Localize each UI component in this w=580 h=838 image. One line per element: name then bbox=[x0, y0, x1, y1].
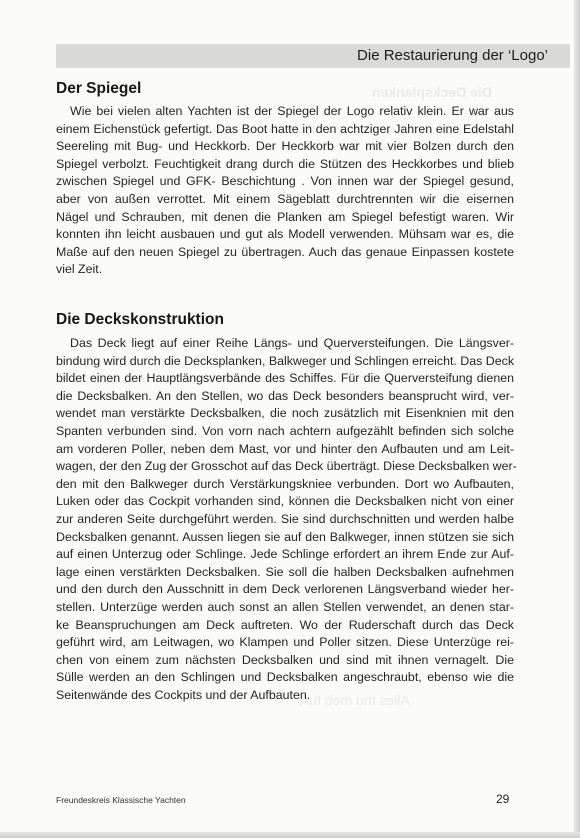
text-line: Spanten verbunden sind. Von vorn nach achtern aufgezählt befinden sich solche bbox=[56, 423, 514, 438]
paragraph-spiegel bbox=[56, 103, 514, 279]
text-line: stellen. Unterzüge werden auch sonst an allen Stellen verwendet, an denen star- bbox=[56, 599, 514, 614]
text-line: Seitenwände des Cockpits und der Aufbauten. bbox=[56, 687, 311, 702]
text-line: den mit den Balkweger durch Verstärkungsknieе verbunden. Dort wo Aufbauten, bbox=[56, 476, 514, 491]
text-line: wendet man verstärkte Decksbalken, die noch zusätzlich mit Eisenknien mit den bbox=[56, 406, 514, 421]
text-line: Nägel und Schrauben, mit denen die Planken am Spiegel befestigt waren. Wir bbox=[56, 209, 514, 224]
show-through-text: Die Decksplanken bbox=[372, 84, 492, 100]
running-header bbox=[56, 44, 570, 68]
text-line: bindung wird durch die Decksplanken, Balkweger und Schlingen erreicht. Das Deck bbox=[56, 353, 515, 368]
text-line: die Decksbalken. An den Stellen, wo das Deck besonders beansprucht wird, ver- bbox=[56, 388, 514, 403]
paragraph-deckskonstruktion bbox=[56, 335, 517, 704]
text-line: zwischen Spiegel und GFK- Beschichtung . Von innen war der Spiegel gesund, bbox=[56, 174, 514, 189]
text-line: chen von einem zum nächsten Decksbalken und sind mit ihnen vernagelt. Die bbox=[56, 652, 514, 667]
text-line: Das Deck liegt auf einer Reihe Längs- und Querversteifungen. Die Längsver- bbox=[70, 336, 514, 350]
text-line: lage einen verstärkten Decksbalken. Sie soll die halben Decksbalken aufnehmen bbox=[56, 564, 514, 579]
text-line: Wie bei vielen alten Yachten ist der Spiegel der Logo relativ klein. Er war aus bbox=[70, 104, 514, 118]
text-line: auf einen Unterzug oder Schlinge. Jede Schlinge erfordert an ihrem Ende zur Auf- bbox=[56, 547, 514, 562]
text-line: bildet einen der Hauptlängsverbände des Schiffes. Für die Querversteifung dienen bbox=[56, 371, 514, 386]
text-line: geführt wird, am Leitwagen, wo Klampen und Poller sitzen. Diese Unterzüge rei- bbox=[56, 635, 514, 650]
page-edge-bottom bbox=[0, 832, 580, 838]
text-line: Sülle werden an den Schlingen und Decksbalken angeschraubt, ebenso wie die bbox=[56, 670, 514, 685]
text-line: wagen, der den Zug der Grosschot auf das Deck überträgt. Diese Decksbalken wer- bbox=[56, 459, 517, 474]
show-through-text: Alles tnu meb tuA bbox=[300, 692, 410, 708]
text-line: Decksbalken genannt. Aussen liegen sie auf den Balkweger, innen stützen sie sich bbox=[56, 529, 514, 544]
text-line: aber von außen verrottet. Mit einem Sägeblatt durchtrennten wir die eisernen bbox=[56, 191, 514, 206]
text-line: einem Eichenstück gefertigt. Das Boot hatte in den achtziger Jahren eine Edelstahl bbox=[56, 121, 514, 136]
section-heading-spiegel: Der Spiegel bbox=[56, 80, 142, 97]
text-line: konnten ihn leicht ausbauen und gut als Modell verwenden. Mühsam war es, die bbox=[56, 227, 514, 242]
text-line: zur anderen Seite durchgeführt werden. Sie sind durchschnitten und werden halbe bbox=[56, 511, 514, 526]
running-header-title: Die Restaurierung der ‘Logo’ bbox=[357, 47, 548, 64]
text-line: Maße auf den neuen Spiegel zu übertragen. Auch das genaue Einpassen kostete bbox=[56, 244, 514, 259]
section-heading-deckskonstruktion: Die Deckskonstruktion bbox=[56, 311, 224, 328]
text-line: ke Beanspruchungen am Deck auftreten. Wo der Ruderschaft durch das Deck bbox=[56, 617, 514, 632]
page-edge-right bbox=[574, 0, 580, 838]
text-line: am vorderen Poller, neben dem Mast, vor und hinter den Aufbauten und am Leit- bbox=[56, 441, 514, 456]
page-number: 29 bbox=[496, 792, 510, 806]
text-line: Seereling mit Bug- und Heckkorb. Der Heckkorb war mit vier Bolzen durch den bbox=[56, 139, 514, 154]
text-line: Luken oder das Cockpit vorhanden sind, können die Decksbalken nicht von einer bbox=[56, 494, 514, 509]
text-line: viel Zeit. bbox=[56, 262, 103, 277]
text-line: Spiegel verbolzt. Feuchtigkeit drang durch die Stützen des Heckkorbes und blieb bbox=[56, 156, 514, 171]
footer-publisher: Freundeskreis Klassische Yachten bbox=[56, 795, 186, 805]
text-line: und den durch den Ausschnitt in dem Deck verlorenen Längsverband wieder her- bbox=[56, 582, 514, 597]
